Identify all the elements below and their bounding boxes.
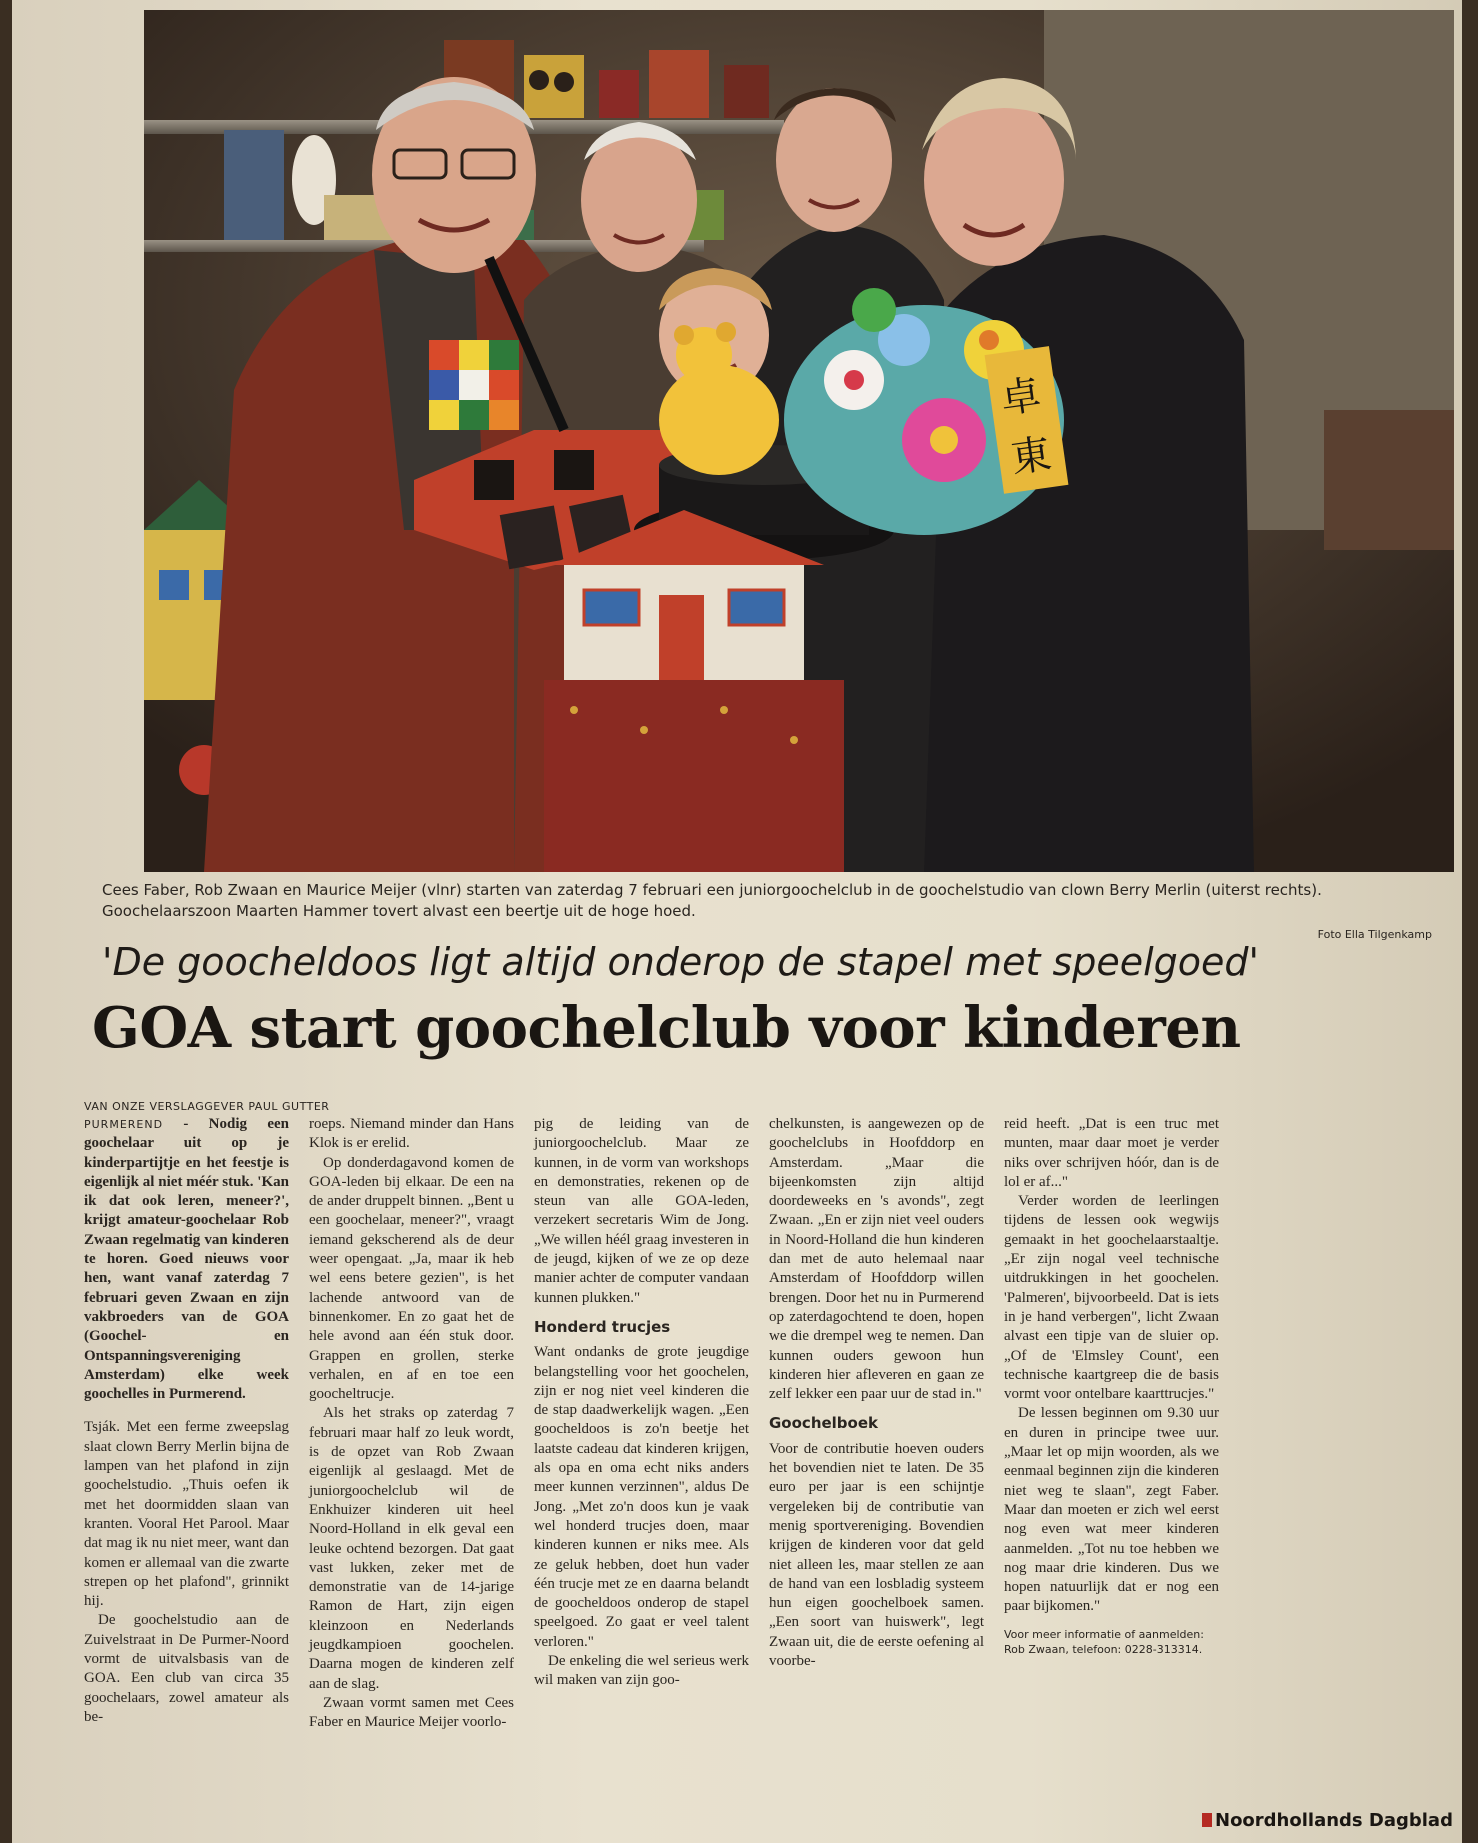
paragraph: Op donderdagavond komen de GOA-leden bij elkaar. De een na de ander druppelt binnen. „Bent u een goochelaar, meneer?", vraagt iemand gekscherend als de deur weer opengaat. „Ja, maar ik heb wel eens betere gezien", is het lachende antwoord van de binnenkomer. En zo gaat het de hele avond aan één stuk door. Grappen en grollen, sterke verhalen, en af en toe een goocheltrucje. (309, 1154, 514, 1403)
lead-dateline: PURMEREND (84, 1118, 164, 1131)
photo-credit: Foto Ella Tilgenkamp (1317, 928, 1432, 941)
paragraph: roeps. Niemand minder dan Hans Klok is er erelid. (309, 1116, 514, 1152)
logo-text: Noordhollands Dagblad (1215, 1810, 1453, 1831)
article-column-2 (309, 1115, 514, 1733)
paragraph: Verder worden de leerlingen tijdens de lessen ook wegwijs gemaakt in het goochelaarstaaltje. „Er zijn nogal veel technische uitdrukkingen in het goochelen. 'Palmeren', bijvoorbeeld. Dat is iets in je hand verbergen", licht Zwaan alvast een tipje van de sluier op. „Of de 'Elmsley Count', een technische kaartgreep die de basis vormt voor ontelbare kaarttrucjes." (1004, 1193, 1219, 1403)
section-heading: Goochelboek (769, 1414, 878, 1433)
headline: GOA start goochelclub voor kinderen (92, 995, 1241, 1061)
lead-paragraph (84, 1115, 289, 1404)
article-column-5 (1004, 1115, 1219, 1657)
article-photo (144, 10, 1454, 872)
article-column-1 (84, 1115, 289, 1727)
paragraph: De enkeling die wel serieus werk wil maken van zijn goo- (534, 1653, 749, 1689)
newspaper-page (12, 0, 1462, 1843)
photo-caption: Cees Faber, Rob Zwaan en Maurice Meijer (vlnr) starten van zaterdag 7 februari een juniorgoochelclub in de goochelstudio van clown Berry Merlin (uiterst rechts). Goochelaarszoon Maarten Hammer tovert alvast een beertje uit de hoge hoed. (102, 881, 1322, 920)
paragraph: De goochelstudio aan de Zuivelstraat in De Purmer-Noord vormt de uitvalsbasis van de GOA. Een club van circa 35 goochelaars, zowel amateur als be- (84, 1612, 289, 1725)
contact-info: Voor meer informatie of aanmelden: Rob Zwaan, telefoon: 0228-313314. (1004, 1627, 1204, 1656)
paragraph: Als het straks op zaterdag 7 februari maar half zo leuk wordt, is de opzet van Rob Zwaan eigenlijk al geslaagd. Met de juniorgoochelclub wil de Enkhuizer kinderen uit heel Noord-Holland in elk geval een leuke ochtend bezorgen. Dat gaat vast lukken, zeker met de demonstratie van de 14-jarige Ramon de Hart, zijn eigen kleinzoon en Nederlands jeugdkampioen goochelen. Daarna mogen de kinderen zelf aan de slag. (309, 1405, 514, 1692)
lead-text: - Nodig een goochelaar uit op je kinderpartijtje en het feestje is eigenlijk al niet méér stuk. 'Kan ik dat ook leren, meneer?', krijgt amateur-goochelaar Rob Zwaan regelmatig van kinderen te horen. Goed nieuws voor hen, want vanaf zaterdag 7 februari geven Zwaan en zijn vakbroeders van de GOA (Goochel- en Ontspanningsvereniging Amsterdam) elke week goochelles in Purmerend. (84, 1116, 289, 1403)
section-heading: Honderd trucjes (534, 1317, 671, 1336)
paragraph: Tsják. Met een ferme zweepslag slaat clown Berry Merlin bijna de lampen van het plafond in zijn goochelstudio. „Thuis oefen ik met het doormidden slaan van kranten. Vooral Het Parool. Maar dat mag ik nu niet meer, want dan komen er allemaal van die zwarte strepen op het plafond", grinnikt hij. (84, 1419, 289, 1610)
subheadline: 'De goocheldoos ligt altijd onderop de stapel met speelgoed' (102, 940, 1259, 984)
paragraph: chelkunsten, is aangewezen op de goochelclubs in Hoofddorp en Amsterdam. „Maar die bijeenkomsten zijn altijd doordeweeks en 's avonds", zegt Zwaan. „En er zijn niet veel ouders in Noord-Holland die hun kinderen dan met de auto helemaal naar Amsterdam of Hoofddorp willen brengen. Door het nu in Purmerend op zaterdagochtend te doen, hopen we die drempel weg te nemen. Dan kunnen ouders gewoon hun kinderen hier afleveren en gaan ze zelf lekker een paar uur de stad in." (769, 1116, 984, 1403)
svg-text:卓: 卓 (997, 371, 1044, 424)
logo-mark-icon (1202, 1813, 1212, 1827)
paragraph: Want ondanks de grote jeugdige belangstelling voor het goochelen, zijn er nog niet veel kinderen die de stap daadwerkelijk wagen. „Een goocheldoos is zo'n beetje het laatste cadeau dat kinderen krijgen, als opa en oma echt niks anders meer kunnen verzinnen", aldus De Jong. „Met zo'n doos kun je vaak wel honderd trucjes doen, maar kinderen kunnen er niks mee. Als ze geluk hebben, doet hun vader één trucje met ze en daarna belandt de goocheldoos onderop de stapel speelgoed. Zo gaat er veel talent verloren." (534, 1344, 749, 1650)
article-column-3 (534, 1115, 749, 1691)
byline: VAN ONZE VERSLAGGEVER PAUL GUTTER (84, 1100, 330, 1113)
paragraph: reid heeft. „Dat is een truc met munten, maar daar moet je verder niks over schrijven hóór, dan is de lol er af..." (1004, 1116, 1219, 1190)
article-column-4 (769, 1115, 984, 1671)
svg-text:東: 東 (1008, 431, 1055, 483)
photo-illustration (144, 10, 1454, 872)
paragraph: Voor de contributie hoeven ouders het bovendien niet te laten. De 35 euro per jaar is een schijntje vergeleken bij de contributie van menig sportvereniging. Bovendien krijgen de kinderen voor dat geld niet alleen les, maar stellen ze aan de hand van een losbladig systeem hun eigen goochelboek samen. „Een soort van huiswerk", legt Zwaan uit, die de eerste oefening al voorbe- (769, 1440, 984, 1670)
paragraph: De lessen beginnen om 9.30 uur en duren in principe twee uur. „Maar let op mijn woorden, als we eenmaal beginnen zijn die kinderen niet weg te slaan", zegt Faber. Maar dan moeten er zich wel eerst nog even wat meer kinderen aanmelden. „Tot nu toe hebben we nog maar drie kinderen. Dus we hopen natuurlijk dat er nog een paar bijkomen." (1004, 1405, 1219, 1615)
paragraph: pig de leiding van de juniorgoochelclub. Maar ze kunnen, in de vorm van workshops en demonstraties, rekenen op de steun van alle GOA-leden, verzekert secretaris Wim de Jong. „We willen héél graag investeren in de jeugd, kijken of we ze op deze manier achter de computer vandaan kunnen plukken." (534, 1116, 749, 1306)
paragraph: Zwaan vormt samen met Cees Faber en Maurice Meijer voorlo- (309, 1694, 514, 1731)
newspaper-logo (1202, 1810, 1453, 1831)
